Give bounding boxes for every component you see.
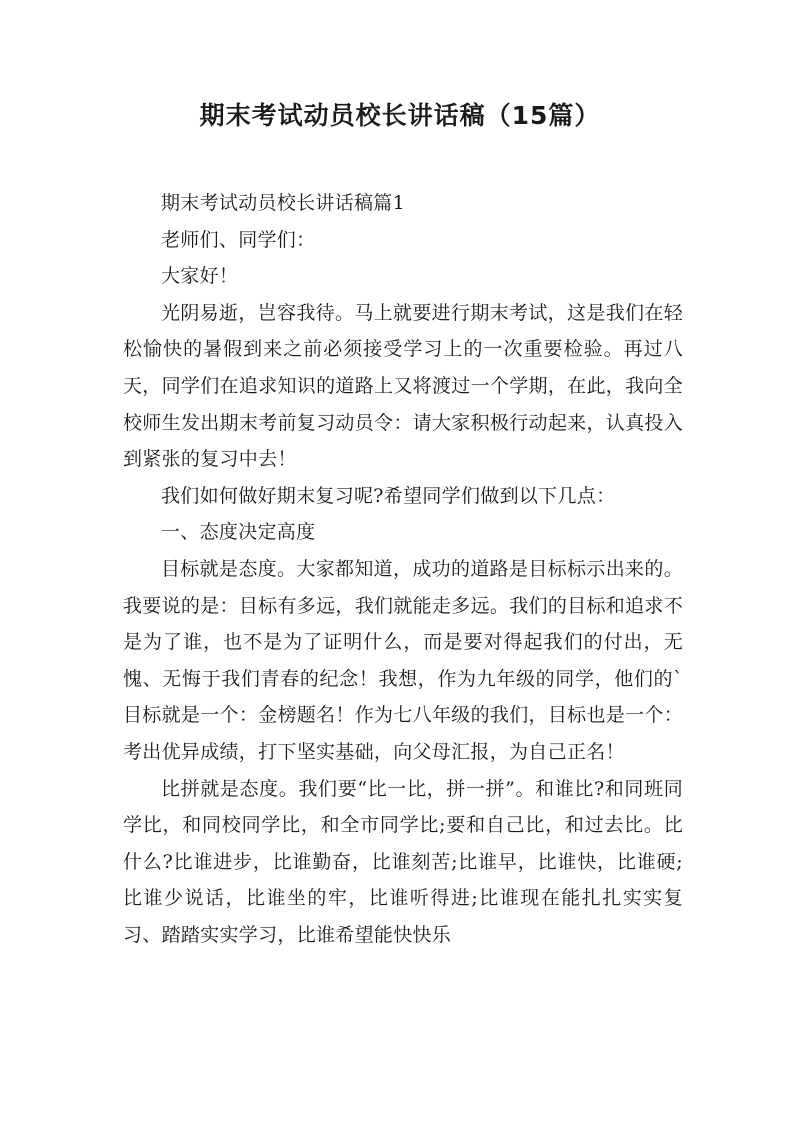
document-title: 期末考试动员校长讲话稿（15篇） — [199, 101, 601, 130]
document-body — [123, 185, 683, 953]
paragraph-intro: 光阴易逝，岂容我待。马上就要进行期末考试，这是我们在轻松愉快的暑假到来之前必须接受学习上的一次重要检验。再过八天，同学们在追求知识的道路上又将渡过一个学期，在此，我向全校师生发出期末考前复习动员令：请大家积极行动起来，认真投入到紧张的复习中去！ — [123, 301, 683, 471]
subheading-attitude: 一、态度决定高度 — [161, 521, 316, 544]
salutation: 老师们、同学们： — [161, 228, 316, 251]
paragraph-question: 我们如何做好期末复习呢?希望同学们做到以下几点： — [161, 484, 616, 507]
paragraph-goal: 目标就是态度。大家都知道，成功的道路是目标标示出来的。我要说的是：目标有多远，我们就能走多远。我们的目标和追求不是为了谁，也不是为了证明什么，而是要对得起我们的付出，无愧、无悔于我们青春的纪念！我想，作为九年级的同学，他们的`目标就是一个：金榜题名！作为七八年级的我们，目标也是一个：考出优异成绩，打下坚实基础，向父母汇报，为自己正名！ — [123, 557, 683, 763]
section-heading: 期末考试动员校长讲话稿篇1 — [161, 192, 405, 214]
paragraph-compete: 比拼就是态度。我们要“比一比，拼一拼”。和谁比?和同班同学比，和同校同学比，和全市同学比;要和自己比，和过去比。比什么?比谁进步，比谁勤奋，比谁刻苦;比谁早，比谁快，比谁硬;比谁少说话，比谁坐的牢，比谁听得进;比谁现在能扎扎实实复习、踏踏实实学习，比谁希望能快快乐 — [123, 777, 683, 946]
greeting: 大家好！ — [161, 265, 239, 288]
